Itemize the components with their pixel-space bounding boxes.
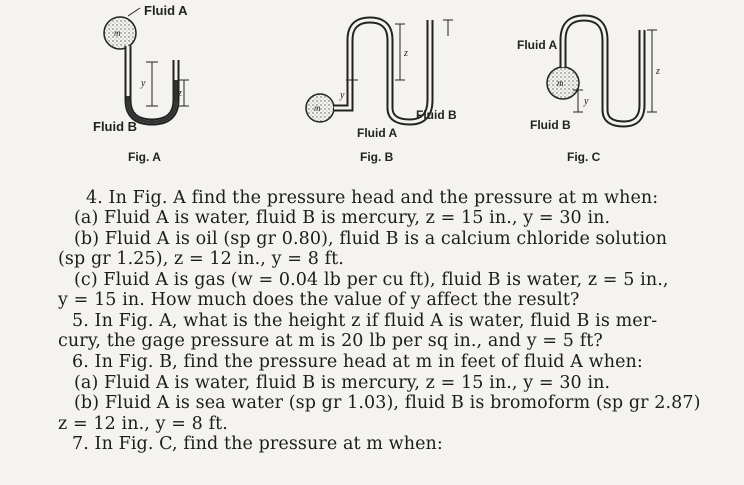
problem-5-cont: cury, the gage pressure at m is 20 lb per sq in., and y = 5 ft?: [58, 331, 603, 351]
fig-a-label-fluid-a: Fluid A: [144, 3, 188, 18]
fig-b-label-fluid-a: Fluid A: [357, 126, 398, 140]
problem-4c-cont: y = 15 in. How much does the value of y affect the result?: [58, 290, 580, 310]
problem-4a: (a) Fluid A is water, fluid B is mercury, z = 15 in., y = 30 in.: [74, 208, 611, 228]
figure-c: [547, 18, 657, 124]
problem-6a: (a) Fluid A is water, fluid B is mercury, z = 15 in., y = 30 in.: [74, 373, 611, 393]
fig-a-caption: Fig. A: [128, 150, 161, 164]
fig-c-label-fluid-b: Fluid B: [530, 118, 571, 132]
fig-c-caption: Fig. C: [567, 150, 601, 164]
fig-b-caption: Fig. B: [360, 150, 394, 164]
manometer-figures: [0, 0, 744, 185]
fig-c-var-z: z: [656, 66, 660, 77]
problem-6b: (b) Fluid A is sea water (sp gr 1.03), fluid B is bromoform (sp gr 2.87): [74, 393, 701, 413]
problem-6b-cont: z = 12 in., y = 8 ft.: [58, 414, 228, 434]
fig-b-var-y: y: [340, 90, 345, 101]
problem-5: 5. In Fig. A, what is the height z if fluid A is water, fluid B is mer-: [72, 311, 658, 331]
svg-text:m: m: [557, 78, 564, 88]
problem-4b-cont: (sp gr 1.25), z = 12 in., y = 8 ft.: [58, 249, 344, 269]
problem-4-heading: 4. In Fig. A find the pressure head and the pressure at m when:: [86, 188, 659, 208]
problem-7-heading: 7. In Fig. C, find the pressure at m when:: [72, 434, 443, 454]
fig-c-label-fluid-a: Fluid A: [517, 38, 558, 52]
fig-b-label-fluid-b: Fluid B: [416, 108, 457, 122]
problem-4b: (b) Fluid A is oil (sp gr 0.80), fluid B is a calcium chloride solution: [74, 229, 668, 249]
fig-a-label-fluid-b: Fluid B: [93, 119, 138, 134]
figure-a: [104, 8, 189, 122]
fig-a-var-y: y: [141, 78, 146, 89]
problem-4c: (c) Fluid A is gas (w = 0.04 lb per cu ft), fluid B is water, z = 5 in.,: [74, 270, 669, 290]
fig-c-var-y: y: [584, 96, 589, 107]
fig-b-var-z: z: [404, 48, 408, 59]
svg-text:m: m: [314, 103, 321, 113]
svg-text:m: m: [114, 28, 121, 38]
fig-a-var-z: z: [178, 88, 182, 99]
figure-b: [306, 20, 453, 122]
problem-6-heading: 6. In Fig. B, find the pressure head at m in feet of fluid A when:: [72, 352, 643, 372]
